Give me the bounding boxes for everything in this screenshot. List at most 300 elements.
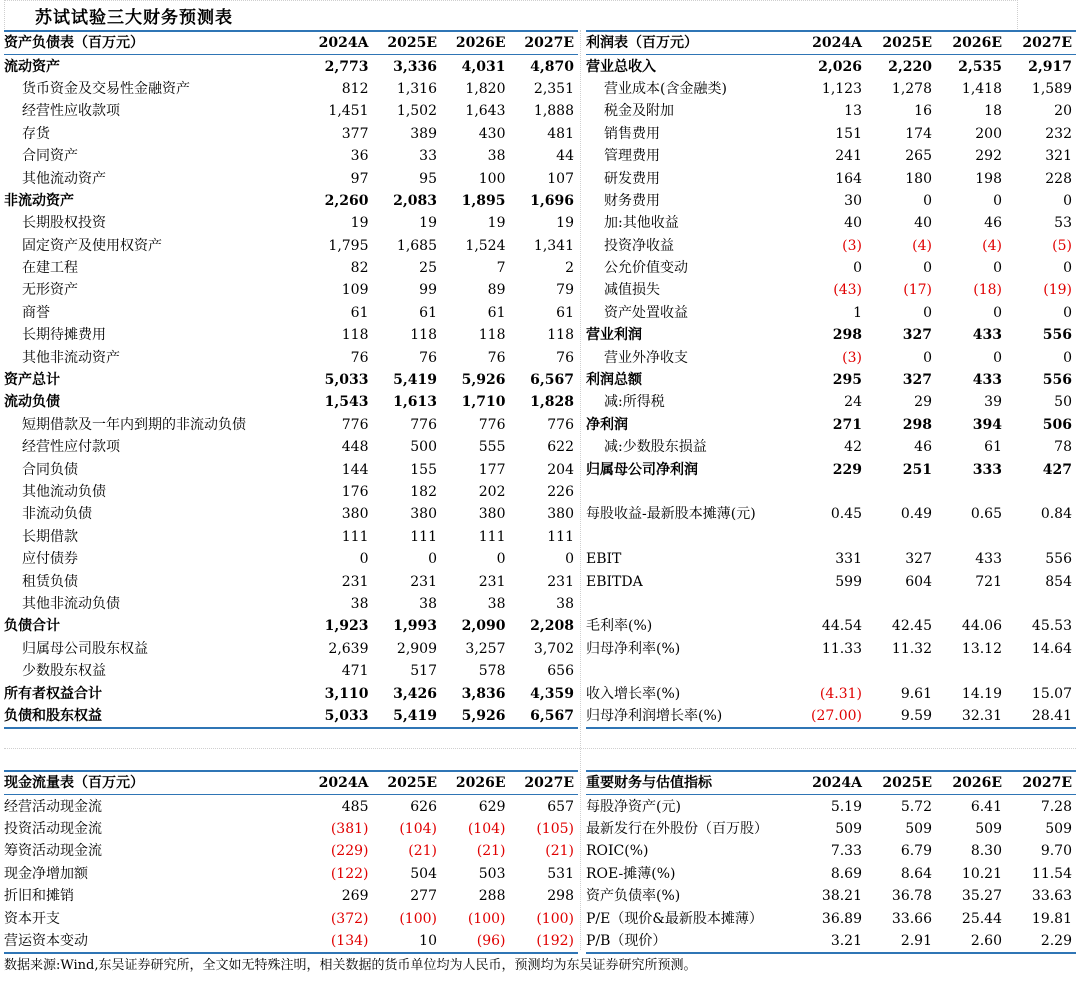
row-value: 0	[1063, 192, 1072, 209]
row-label: 存货	[22, 125, 50, 142]
row-value: 38	[350, 595, 369, 612]
table-row	[4, 346, 578, 368]
row-value: 629	[478, 798, 506, 815]
row-value: 2,083	[393, 192, 437, 209]
row-value: 10	[373, 930, 442, 953]
row-label: 所有者权益合计	[4, 685, 102, 702]
row-value: 164	[835, 170, 862, 187]
row-value: 0	[923, 304, 932, 321]
row-label: 归母净利润增长率(%)	[586, 705, 796, 728]
row-value: 604	[905, 573, 932, 590]
row-value: 271	[832, 416, 862, 433]
row-value: 509	[905, 820, 932, 837]
row-value: 6.41	[970, 798, 1002, 815]
row-value: 3,336	[393, 58, 437, 75]
table-row	[4, 391, 578, 413]
row-value: 8.69	[830, 865, 862, 882]
row-value: 3,836	[461, 685, 506, 702]
row-value: 0	[993, 260, 1002, 277]
row-value: 269	[341, 888, 369, 905]
table-row	[586, 458, 1076, 480]
row-value: 3,426	[393, 685, 437, 702]
table-row	[586, 190, 1076, 212]
row-label: EBIT	[586, 551, 622, 568]
year-header: 2026E	[441, 31, 510, 55]
row-value	[936, 481, 1006, 503]
year-header: 2026E	[441, 771, 510, 795]
row-value: 174	[905, 125, 932, 142]
row-value	[796, 660, 866, 682]
row-value: 1,589	[1031, 80, 1072, 97]
row-value: 118	[547, 327, 574, 344]
row-value	[936, 593, 1006, 615]
row-value	[866, 593, 936, 615]
row-value: 8.64	[900, 865, 932, 882]
row-value: 506	[1042, 416, 1072, 433]
table-row	[586, 795, 1076, 818]
row-value: 0	[565, 551, 574, 568]
table-row	[586, 235, 1076, 257]
row-label: 少数股东权益	[22, 663, 106, 680]
row-value: 2,260	[324, 192, 369, 209]
table-row	[4, 863, 578, 885]
row-value: 295	[832, 372, 862, 389]
row-value: 200	[975, 125, 1002, 142]
row-value	[1006, 481, 1076, 503]
row-value: (100)	[399, 910, 437, 927]
row-value: 36.89	[821, 910, 862, 927]
row-value: 38	[487, 148, 506, 165]
table-row	[4, 369, 578, 391]
row-value: 6,567	[510, 705, 579, 728]
row-label	[586, 660, 796, 682]
row-value: (21)	[476, 843, 506, 860]
table-row	[586, 570, 1076, 592]
row-value: (100)	[467, 910, 506, 927]
table-row	[586, 863, 1076, 885]
row-value: 5,033	[324, 372, 369, 389]
table-header-row	[4, 31, 578, 55]
row-value: 79	[556, 282, 574, 299]
row-value: 97	[350, 170, 369, 187]
row-value: 13.12	[961, 640, 1002, 657]
row-value: 2	[565, 260, 574, 277]
row-label: 其他非流动负债	[22, 595, 120, 612]
row-value: 556	[1042, 372, 1072, 389]
row-label: 资产处置收益	[604, 304, 688, 321]
row-value: 76	[419, 349, 437, 366]
row-value: (27.00)	[796, 705, 866, 728]
year-header: 2027E	[1006, 771, 1076, 795]
table-row	[4, 458, 578, 480]
table-row	[4, 795, 578, 818]
table-row	[586, 100, 1076, 122]
table-row	[586, 705, 1076, 728]
table-row	[586, 391, 1076, 413]
row-value: 19	[487, 215, 506, 232]
row-value: 182	[410, 484, 437, 500]
row-value: 265	[905, 148, 932, 165]
row-value: 9.61	[900, 685, 932, 702]
row-value: 622	[547, 439, 574, 456]
row-label: 减:所得税	[604, 394, 665, 411]
table-row	[586, 324, 1076, 346]
row-label: 资本开支	[4, 910, 60, 927]
row-value: 46	[984, 215, 1002, 232]
row-label: 归属母公司净利润	[586, 461, 698, 478]
row-value: 35.27	[961, 888, 1002, 905]
row-label: 筹资活动现金流	[4, 843, 102, 860]
row-value: 231	[478, 573, 506, 590]
row-label: 最新发行在外股份（百万股）	[586, 820, 768, 837]
row-value: 177	[478, 461, 506, 478]
row-value: 327	[902, 372, 932, 389]
row-value: 0.49	[900, 506, 932, 523]
row-value: 0	[923, 260, 932, 277]
row-value: 89	[487, 282, 506, 299]
row-value: 0	[993, 304, 1002, 321]
row-value: (122)	[330, 865, 369, 882]
row-value: 380	[410, 506, 437, 523]
row-value: 509	[975, 820, 1002, 837]
row-value	[1006, 593, 1076, 615]
key-metrics-table	[586, 770, 1076, 954]
row-value: 0.45	[830, 506, 862, 523]
table-row	[4, 660, 578, 682]
row-value: 2,639	[328, 640, 369, 657]
row-value: 1,524	[465, 237, 506, 254]
row-value: 19	[350, 215, 369, 232]
row-value: 144	[341, 461, 369, 478]
income-statement-table	[586, 30, 1076, 729]
row-value: 5,419	[373, 705, 442, 728]
row-value: 433	[972, 372, 1002, 389]
year-header: 2025E	[373, 31, 442, 55]
row-value: 2,535	[958, 58, 1002, 75]
row-label: 短期借款及一年内到期的非流动负债	[22, 416, 246, 433]
table-row	[586, 302, 1076, 324]
row-value: 626	[410, 798, 437, 815]
row-value: (134)	[304, 930, 373, 953]
table-header-row	[586, 31, 1076, 55]
row-value: 556	[1045, 551, 1072, 568]
row-value: 812	[341, 80, 369, 97]
table-row	[4, 212, 578, 234]
row-label: ROIC(%)	[586, 843, 649, 860]
row-value: 2,351	[533, 80, 574, 97]
table-row	[4, 593, 578, 615]
row-label: 长期待摊费用	[22, 327, 106, 344]
year-header: 2025E	[373, 771, 442, 795]
row-value: 24	[844, 394, 862, 411]
row-value: 656	[547, 663, 574, 680]
row-value: 4,359	[530, 685, 574, 702]
row-value: 28.41	[1006, 705, 1076, 728]
row-value: 25.44	[961, 910, 1002, 927]
table-row	[4, 167, 578, 189]
year-header: 2027E	[1006, 31, 1076, 55]
row-value: 36	[350, 148, 369, 165]
row-label: 经营活动现金流	[4, 798, 102, 815]
row-value: 111	[410, 528, 437, 545]
row-value: 111	[478, 528, 506, 545]
row-value: 109	[341, 282, 369, 299]
table-row	[586, 526, 1076, 548]
table-row	[586, 436, 1076, 458]
row-value: 1,923	[324, 618, 369, 635]
table-row	[4, 570, 578, 592]
table-row	[586, 548, 1076, 570]
row-value: 531	[547, 865, 574, 882]
row-label: 合同负债	[22, 461, 78, 478]
row-value: 5,926	[441, 705, 510, 728]
row-value: 11.33	[821, 640, 862, 657]
row-value: 241	[835, 148, 862, 165]
row-value	[936, 660, 1006, 682]
table-row	[4, 930, 578, 953]
year-header: 2025E	[866, 31, 936, 55]
table-row	[586, 818, 1076, 840]
row-value: 3,110	[324, 685, 369, 702]
row-label: 归母净利率(%)	[586, 640, 681, 657]
row-label: 租赁负债	[22, 573, 78, 590]
row-value: 394	[972, 416, 1002, 433]
row-value	[936, 526, 1006, 548]
row-value: 251	[902, 461, 932, 478]
row-value: (104)	[467, 820, 506, 837]
row-label: 税金及附加	[604, 103, 674, 120]
row-value: 76	[487, 349, 506, 366]
row-value: (229)	[330, 843, 369, 860]
table-row	[586, 257, 1076, 279]
row-value: 32.31	[936, 705, 1006, 728]
row-label: 负债和股东权益	[4, 705, 304, 728]
row-value: (372)	[330, 910, 369, 927]
row-label: 投资净收益	[604, 237, 674, 254]
row-value: 6.79	[900, 843, 932, 860]
row-value: 2.91	[866, 930, 936, 953]
source-note: 数据来源:Wind,东吴证券研究所，全文如无特殊注明，相关数据的货币单位均为人民币，预测均为东吴证券研究所预测。	[4, 958, 697, 973]
row-label: 经营性应收款项	[22, 103, 120, 120]
row-label: 毛利率(%)	[586, 618, 653, 635]
row-label: 公允价值变动	[604, 260, 688, 277]
row-value: (4.31)	[819, 685, 862, 702]
table-row	[4, 257, 578, 279]
row-value: 433	[972, 327, 1002, 344]
row-value: 107	[547, 170, 574, 187]
row-value: 6,567	[530, 372, 574, 389]
table-row	[586, 907, 1076, 929]
table-row	[4, 302, 578, 324]
row-value: 36.78	[891, 888, 932, 905]
row-label: 应付债券	[22, 551, 78, 568]
table-row	[586, 414, 1076, 436]
row-label: 长期股权投资	[22, 215, 106, 232]
table-row	[4, 885, 578, 907]
table-row	[586, 346, 1076, 368]
row-label: 管理费用	[604, 148, 660, 165]
year-header: 2027E	[510, 771, 579, 795]
row-value: 448	[341, 439, 369, 456]
row-label: 非流动负债	[22, 506, 92, 523]
row-value: 45.53	[1031, 618, 1072, 635]
table-row	[4, 481, 578, 503]
row-value: 578	[478, 663, 506, 680]
row-value	[796, 593, 866, 615]
row-label: 净利润	[586, 416, 628, 433]
table-row	[4, 503, 578, 525]
row-label: 收入增长率(%)	[586, 685, 681, 702]
year-header: 2027E	[510, 31, 579, 55]
row-value: 61	[419, 304, 437, 321]
row-value: 40	[914, 215, 932, 232]
row-label: 固定资产及使用权资产	[22, 237, 162, 254]
row-value: 38	[487, 595, 506, 612]
row-value: 1,643	[465, 103, 506, 120]
row-value: 11.32	[891, 640, 932, 657]
row-value: 0	[853, 260, 862, 277]
row-label: 每股收益-最新股本摊薄(元)	[586, 506, 756, 523]
row-value: 155	[410, 461, 437, 478]
row-value: 298	[832, 327, 862, 344]
row-label: 在建工程	[22, 260, 78, 277]
row-value: 504	[410, 865, 437, 882]
row-value: 517	[410, 663, 437, 680]
row-label: 营业利润	[586, 327, 642, 344]
row-value: 229	[832, 461, 862, 478]
row-value	[866, 526, 936, 548]
row-value: 82	[350, 260, 369, 277]
table-row	[586, 615, 1076, 637]
row-label: 经营性应付款项	[22, 439, 120, 456]
row-value: 2,917	[1028, 58, 1072, 75]
row-value: 14.64	[1031, 640, 1072, 657]
row-value: 377	[341, 125, 369, 142]
row-value: 25	[419, 260, 437, 277]
row-value: (17)	[903, 282, 932, 299]
row-value: 0	[1063, 304, 1072, 321]
table-row	[4, 145, 578, 167]
row-value: 1,993	[393, 618, 437, 635]
row-value: 1,451	[328, 103, 369, 120]
cash-flow-table	[4, 770, 578, 954]
row-value: 176	[341, 484, 369, 500]
row-value: (3)	[842, 237, 862, 254]
row-label: 商誉	[22, 304, 50, 321]
row-value: (21)	[408, 843, 437, 860]
table-row	[586, 123, 1076, 145]
row-value: 151	[835, 125, 862, 142]
row-value: 1,613	[393, 394, 437, 411]
row-value: 0.65	[970, 506, 1002, 523]
row-value: 0	[1063, 260, 1072, 277]
table-header-row	[4, 771, 578, 795]
row-value: 4,870	[530, 58, 574, 75]
row-value: 38.21	[821, 888, 862, 905]
row-value: 40	[844, 215, 862, 232]
row-value: (19)	[1043, 282, 1072, 299]
row-value	[1006, 526, 1076, 548]
row-value: 0	[1063, 349, 1072, 366]
year-header: 2024A	[304, 31, 373, 55]
page-title: 苏试试验三大财务预测表	[35, 8, 233, 28]
row-value: 19	[419, 215, 437, 232]
row-value: 1,710	[461, 394, 506, 411]
table-row	[586, 145, 1076, 167]
table-row	[586, 503, 1076, 525]
row-label: 研发费用	[604, 170, 660, 187]
row-value: 2.29	[1006, 930, 1076, 953]
row-value: 599	[835, 573, 862, 590]
row-value: 298	[902, 416, 932, 433]
table-row	[586, 930, 1076, 953]
table-row	[586, 279, 1076, 301]
row-value: 2,909	[396, 640, 437, 657]
row-value: 4,031	[461, 58, 506, 75]
row-value: (43)	[833, 282, 862, 299]
row-value: 2.60	[936, 930, 1006, 953]
row-value: 327	[905, 551, 932, 568]
row-value: 228	[1045, 170, 1072, 187]
row-value: 118	[478, 327, 506, 344]
row-value: 38	[419, 595, 437, 612]
row-value: 5,033	[304, 705, 373, 728]
row-value: 61	[984, 439, 1002, 456]
row-value: 76	[350, 349, 369, 366]
row-value: 327	[902, 327, 932, 344]
table-row	[4, 235, 578, 257]
row-value: 204	[547, 461, 574, 478]
row-label: P/B（现价）	[586, 930, 796, 953]
row-value: 9.70	[1040, 843, 1072, 860]
table-row	[586, 885, 1076, 907]
row-value: 509	[1045, 820, 1072, 837]
row-value: 776	[341, 416, 369, 433]
row-value: 46	[914, 439, 932, 456]
row-value: 430	[478, 125, 506, 142]
row-value: 5,419	[393, 372, 437, 389]
row-value: 180	[905, 170, 932, 187]
row-value: 433	[975, 551, 1002, 568]
row-value: 0	[993, 192, 1002, 209]
row-label: 流动资产	[4, 58, 60, 75]
row-value: 721	[975, 573, 1002, 590]
title-box	[4, 0, 1018, 29]
row-value: 231	[341, 573, 369, 590]
table-title: 资产负债表（百万元）	[4, 31, 304, 55]
row-value: 19	[556, 215, 574, 232]
row-value: 14.19	[961, 685, 1002, 702]
row-value: 1,543	[324, 394, 369, 411]
row-value: 2,220	[888, 58, 932, 75]
row-value: 0	[993, 349, 1002, 366]
row-value: 556	[1042, 327, 1072, 344]
row-value: 776	[478, 416, 506, 433]
table-row	[4, 78, 578, 100]
row-label: ROE-摊薄(%)	[586, 865, 676, 882]
balance-sheet-table	[4, 30, 578, 729]
row-value: 10.21	[961, 865, 1002, 882]
row-label: 折旧和摊销	[4, 888, 74, 905]
row-label: 利润总额	[586, 372, 642, 389]
row-label: 资产负债率(%)	[586, 888, 681, 905]
table-header-row	[586, 771, 1076, 795]
row-value: 503	[478, 865, 506, 882]
row-label: 其他流动负债	[22, 484, 106, 500]
table-title: 利润表（百万元）	[586, 31, 796, 55]
row-value: 118	[341, 327, 369, 344]
table-row	[4, 638, 578, 660]
